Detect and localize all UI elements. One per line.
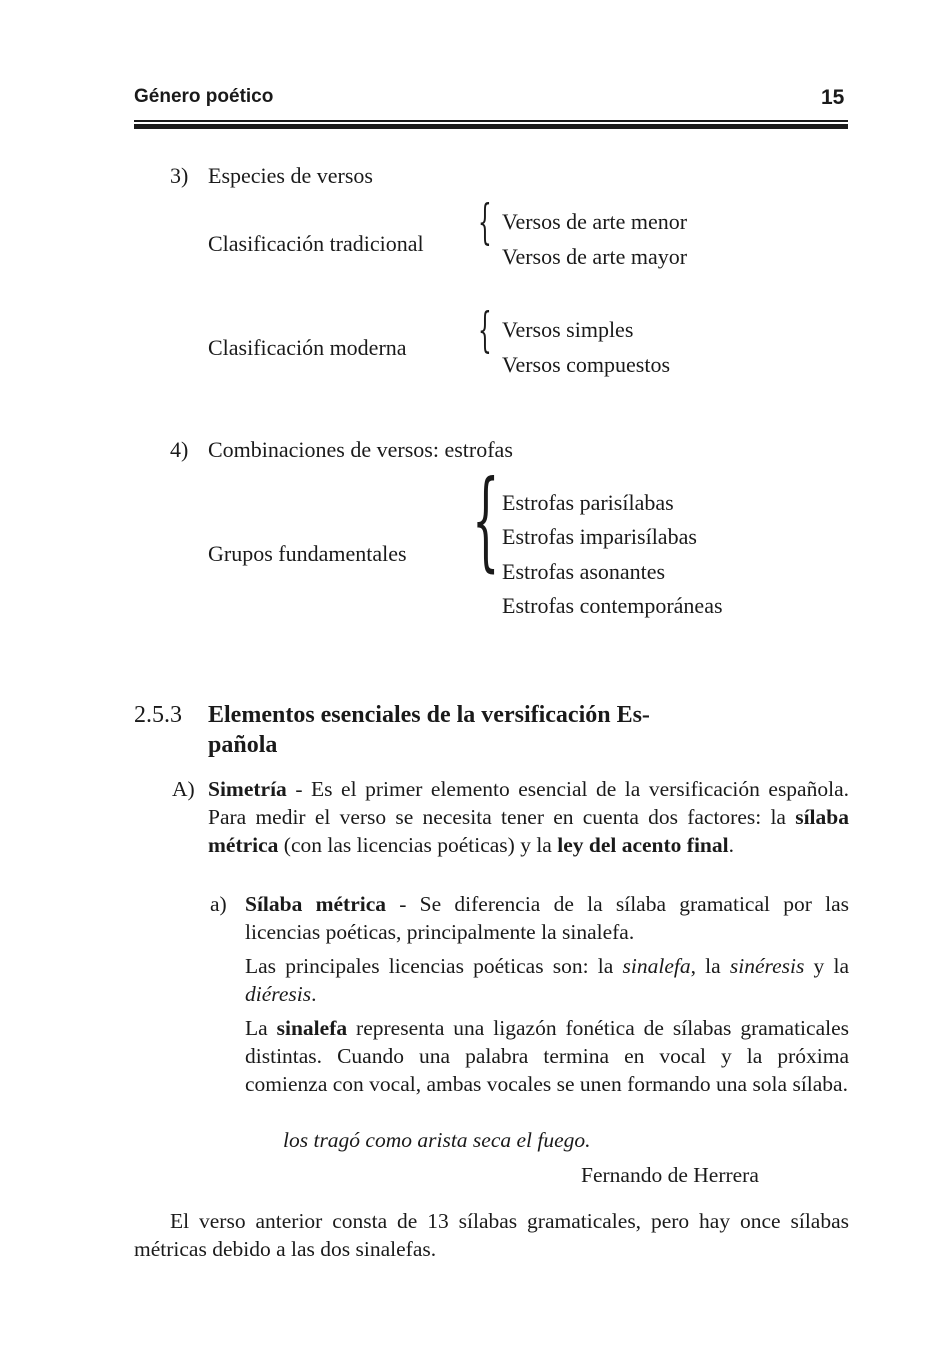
item-a-sub-marker: a) — [210, 892, 227, 916]
fundamental-groups-label: Grupos fundamentales — [208, 541, 407, 566]
group-item: Estrofas imparisílabas — [502, 524, 697, 549]
section-heading-number: 2.5.3 — [134, 702, 182, 728]
section-3-title: Especies de versos — [208, 163, 373, 188]
classification-modern-label: Clasificación moderna — [208, 335, 407, 360]
licencias-text: y la — [804, 954, 849, 978]
closing-paragraph: El verso anterior consta de 13 sílabas gramaticales, pero hay once sílabas métricas debido a las dos sinalefas. — [134, 1209, 849, 1261]
modern-item: Versos compuestos — [502, 352, 671, 377]
term-silaba-metrica-def: Sílaba métrica — [245, 892, 387, 916]
page-number: 15 — [821, 86, 845, 109]
item-a-marker: A) — [172, 777, 195, 801]
quoted-verse: los tragó como arista seca el fuego. — [283, 1128, 591, 1152]
group-item: Estrofas contemporáneas — [502, 593, 723, 618]
traditional-item: Versos de arte mayor — [502, 244, 688, 269]
licencias-text: . — [311, 982, 317, 1006]
traditional-item: Versos de arte menor — [502, 209, 688, 234]
item-a-paragraph — [208, 775, 849, 859]
item-a-text: (con las licencias poéticas) y la — [278, 833, 558, 857]
sinalefa-text: representa una ligazón fonética de sílabas gramaticales distintas. Cuando una palabra termina en vocal y la próxima comienza con vocal, ambas vocales se unen formando una sola sílaba. — [245, 1016, 849, 1096]
group-item: Estrofas asonantes — [502, 559, 666, 584]
sinalefa-text: La — [245, 1016, 277, 1040]
section-4-title: Combinaciones de versos: estrofas — [208, 437, 513, 462]
section-4-number: 4) — [170, 437, 189, 462]
section-3-number: 3) — [170, 163, 189, 188]
header-rule-thin — [134, 120, 848, 122]
licencias-text: , la — [690, 954, 730, 978]
licencias-text: Las principales licencias poéticas son: la — [245, 954, 623, 978]
section-heading-line2: pañola — [208, 732, 278, 758]
group-item: Estrofas parisílabas — [502, 490, 674, 515]
sub-item-a-paragraph — [245, 890, 849, 946]
item-a-text: - Es el primer elemento esencial de la versificación española. Para medir el verso se necesita tener en cuenta dos factores: la — [208, 777, 849, 829]
sub-item-a-text: - Se diferencia de la sílaba gramatical por las licencias poéticas, principalmente la sinalefa. — [245, 892, 849, 944]
licencias-paragraph — [245, 952, 849, 1008]
modern-item: Versos simples — [502, 317, 634, 342]
sinalefa-paragraph — [245, 1014, 849, 1098]
term-sinalefa-bold: sinalefa — [276, 1016, 348, 1040]
quote-author: Fernando de Herrera — [581, 1163, 759, 1187]
section-heading-line1: Elementos esenciales de la versificación Es- — [208, 702, 650, 728]
brace-groups: { — [472, 458, 500, 583]
header-rule-thick — [134, 124, 848, 129]
term-sinalefa-italic: sinalefa — [622, 954, 691, 978]
brace-modern: { — [478, 302, 492, 358]
term-dieresis-italic: diéresis — [245, 982, 312, 1006]
term-simetria: Simetría — [208, 777, 287, 801]
classification-traditional-label: Clasificación tradicional — [208, 231, 424, 256]
running-header-title: Género poético — [134, 86, 274, 107]
term-silaba-metrica: sílaba métrica — [208, 805, 849, 857]
brace-traditional: { — [478, 194, 492, 250]
term-ley-acento-final: ley del acento final — [557, 833, 729, 857]
item-a-text: . — [728, 833, 734, 857]
term-sineresis-italic: sinéresis — [729, 954, 805, 978]
